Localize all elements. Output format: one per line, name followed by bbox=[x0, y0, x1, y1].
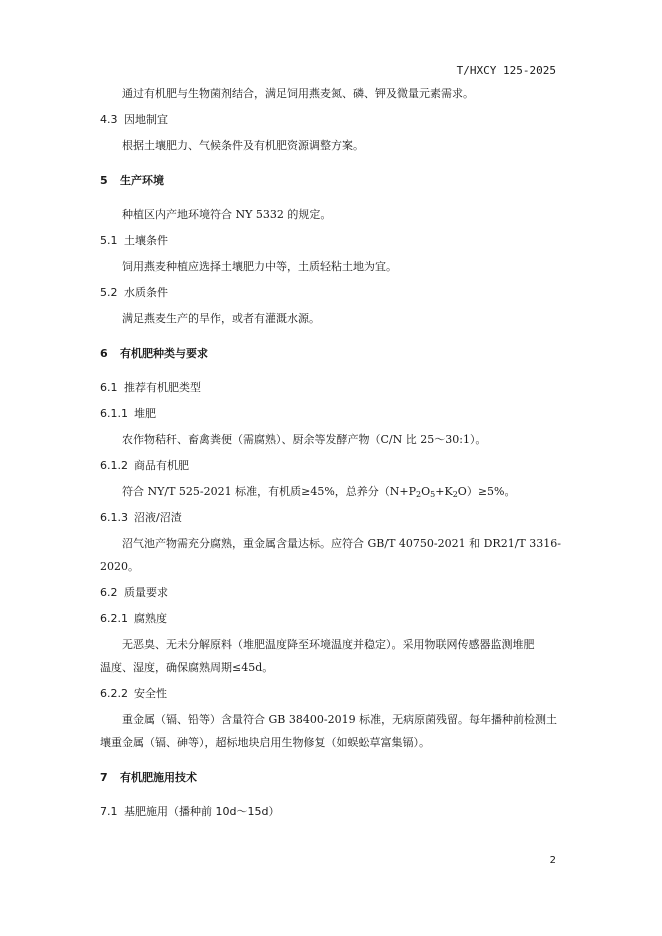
text: +K bbox=[435, 485, 453, 498]
paragraph: 通过有机肥与生物菌剂结合，满足饲用燕麦氮、磷、钾及微量元素需求。 bbox=[122, 87, 474, 100]
heading-6 bbox=[100, 347, 208, 361]
heading-title: 有机肥种类与要求 bbox=[120, 347, 208, 360]
heading-number: 4.3 bbox=[100, 113, 118, 126]
heading-title: 沼液/沼渣 bbox=[134, 511, 182, 524]
heading-title: 推荐有机肥类型 bbox=[124, 381, 201, 394]
heading-7 bbox=[100, 771, 197, 785]
subscript: 2 bbox=[416, 490, 422, 499]
heading-title: 水质条件 bbox=[124, 286, 168, 299]
heading-5 bbox=[100, 174, 164, 188]
subscript: 5 bbox=[430, 490, 436, 499]
paragraph: 满足燕麦生产的旱作，或者有灌溉水源。 bbox=[122, 312, 320, 325]
heading-number: 5.2 bbox=[100, 286, 118, 299]
heading-title: 腐熟度 bbox=[134, 612, 167, 625]
heading-6-1-2 bbox=[100, 459, 189, 473]
heading-6-2 bbox=[100, 586, 168, 600]
heading-number: 7.1 bbox=[100, 805, 118, 818]
text: O bbox=[421, 485, 431, 498]
heading-number: 6.1.1 bbox=[100, 407, 128, 420]
heading-number: 7 bbox=[100, 771, 108, 784]
document-code: T/HXCY 125-2025 bbox=[456, 64, 556, 77]
heading-title: 商品有机肥 bbox=[134, 459, 189, 472]
subscript: 2 bbox=[452, 490, 458, 499]
paragraph: 农作物秸秆、畜禽粪便（需腐熟）、厨余等发酵产物（C/N 比 25～30:1）。 bbox=[122, 433, 487, 446]
paragraph-continuation: 温度、湿度，确保腐熟周期≤45d。 bbox=[100, 661, 274, 674]
page-number: 2 bbox=[549, 855, 556, 866]
paragraph: 重金属（镉、铅等）含量符合 GB 38400-2019 标准，无病原菌残留。每年播种前检测土 bbox=[122, 713, 558, 726]
text: O）≥5%。 bbox=[457, 485, 516, 498]
heading-title: 生产环境 bbox=[120, 174, 164, 187]
heading-number: 5.1 bbox=[100, 234, 118, 247]
text: 符合 NY/T 525-2021 标准，有机质≥45%，总养分（N+P bbox=[122, 485, 417, 498]
paragraph: 沼气池产物需充分腐熟，重金属含量达标。应符合 GB/T 40750-2021 和 DR21/T 3316- bbox=[122, 537, 561, 550]
paragraph: 种植区内产地环境符合 NY 5332 的规定。 bbox=[122, 208, 332, 221]
heading-6-1-1 bbox=[100, 407, 156, 421]
heading-title: 安全性 bbox=[134, 687, 167, 700]
heading-6-2-2 bbox=[100, 687, 167, 701]
heading-number: 6.2.1 bbox=[100, 612, 128, 625]
heading-6-1-3 bbox=[100, 511, 182, 525]
paragraph: 无恶臭、无未分解原料（堆肥温度降至环境温度并稳定）。采用物联网传感器监测堆肥 bbox=[122, 638, 535, 651]
paragraph: 根据土壤肥力、气候条件及有机肥资源调整方案。 bbox=[122, 139, 364, 152]
heading-number: 6.2 bbox=[100, 586, 118, 599]
heading-6-1 bbox=[100, 381, 201, 395]
heading-title: 土壤条件 bbox=[124, 234, 168, 247]
heading-title: 基肥施用（播种前 10d～15d） bbox=[124, 805, 280, 818]
heading-title: 堆肥 bbox=[134, 407, 156, 420]
heading-title: 质量要求 bbox=[124, 586, 168, 599]
heading-number: 6.2.2 bbox=[100, 687, 128, 700]
heading-5-1 bbox=[100, 234, 168, 248]
paragraph-continuation: 2020。 bbox=[100, 560, 139, 573]
heading-number: 6.1.3 bbox=[100, 511, 128, 524]
heading-number: 6.1.2 bbox=[100, 459, 128, 472]
heading-number: 6.1 bbox=[100, 381, 118, 394]
paragraph-with-formula bbox=[122, 485, 515, 502]
heading-title: 有机肥施用技术 bbox=[120, 771, 197, 784]
heading-4-3 bbox=[100, 113, 168, 127]
paragraph-continuation: 壤重金属（镉、砷等），超标地块启用生物修复（如蜈蚣草富集镉）。 bbox=[100, 736, 430, 749]
heading-7-1 bbox=[100, 805, 279, 819]
heading-number: 5 bbox=[100, 174, 108, 187]
heading-number: 6 bbox=[100, 347, 108, 360]
heading-title: 因地制宜 bbox=[124, 113, 168, 126]
heading-6-2-1 bbox=[100, 612, 167, 626]
paragraph: 饲用燕麦种植应选择土壤肥力中等，土质轻粘土地为宜。 bbox=[122, 260, 397, 273]
heading-5-2 bbox=[100, 286, 168, 300]
